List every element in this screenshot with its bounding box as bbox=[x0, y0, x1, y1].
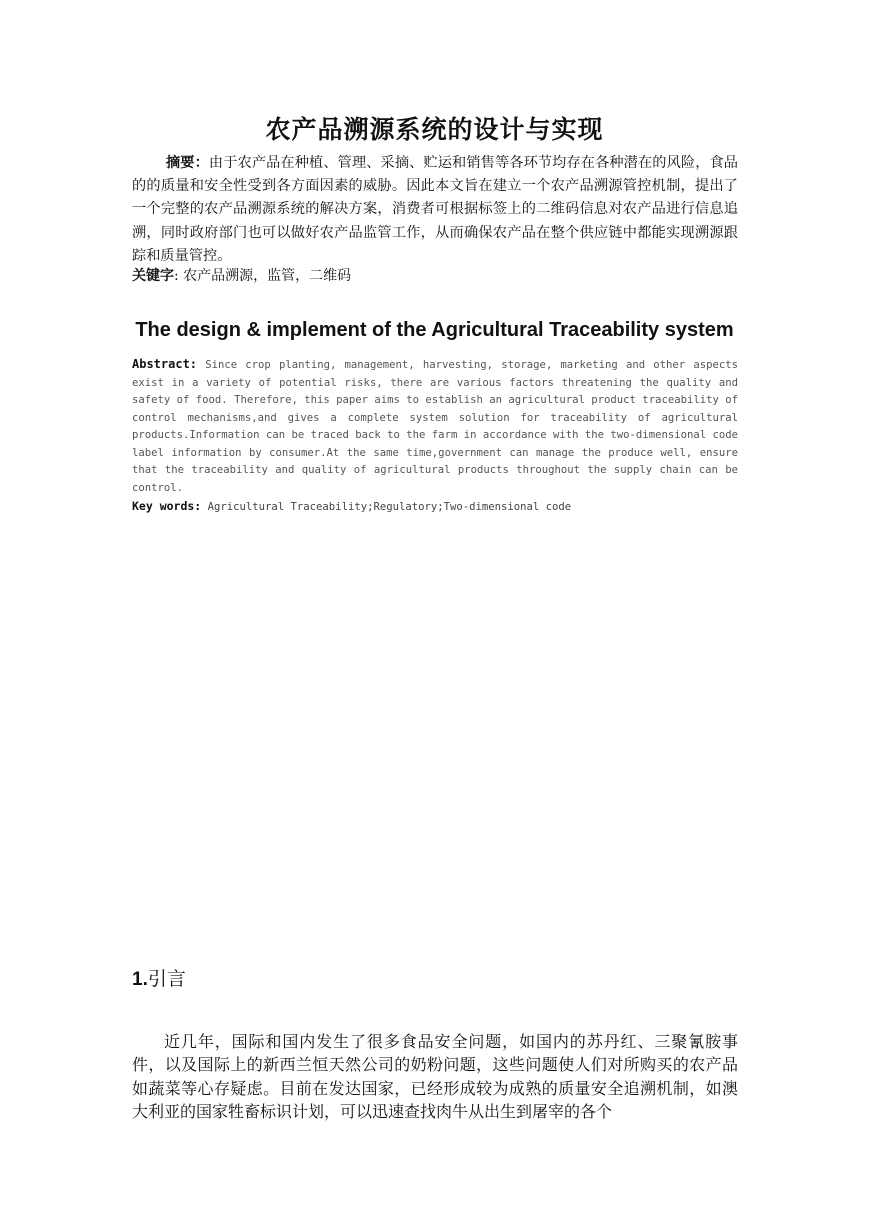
paper-title-en: The design & implement of the Agricultural Traceability system bbox=[135, 319, 734, 341]
abstract-cn-label: 摘要： bbox=[166, 155, 209, 171]
abstract-en-label: Abstract: bbox=[132, 357, 198, 371]
section-heading-introduction bbox=[132, 966, 186, 993]
keywords-en-text: Agricultural Traceability;Regulatory;Two-dimensional code bbox=[201, 501, 572, 513]
abstract-cn bbox=[132, 152, 738, 268]
section-number: 1. bbox=[132, 969, 148, 990]
keywords-en bbox=[132, 498, 738, 516]
keywords-cn bbox=[132, 266, 738, 286]
intro-paragraph: 近几年，国际和国内发生了很多食品安全问题，如国内的苏丹红、三聚氰胺事件，以及国际上的新西兰恒天然公司的奶粉问题，这些问题使人们对所购买的农产品如蔬菜等心存疑虑。目前在发达国家，已经形成较为成熟的质量安全追溯机制，如澳大利亚的国家牲畜标识计划，可以迅速查找肉牛从出生到屠宰的各个 bbox=[132, 1032, 738, 1122]
section-title: 引言 bbox=[147, 968, 186, 990]
keywords-cn-text: : 农产品溯源，监管，二维码 bbox=[174, 268, 352, 284]
abstract-cn-text: 由于农产品在种植、管理、采摘、贮运和销售等各环节均存在各种潜在的风险，食品的的质量和安全性受到各方面因素的威胁。因此本文旨在建立一个农产品溯源管控机制，提出了一个完整的农产品溯源系统的解决方案，消费者可根据标签上的二维码信息对农产品进行信息追溯，同时政府部门也可以做好农产品监管工作，从而确保农产品在整个供应链中都能实现溯源跟踪和质量管控。 bbox=[132, 155, 738, 264]
keywords-en-label: Key words: bbox=[132, 499, 202, 513]
abstract-en bbox=[132, 356, 738, 497]
paper-title-cn: 农产品溯源系统的设计与实现 bbox=[265, 115, 604, 144]
keywords-cn-label: 关键字 bbox=[132, 268, 174, 284]
abstract-en-text: Since crop planting, management, harvesting, storage, marketing and other aspects exist in a variety of potential risks, there are various factors threatening the quality and safety of food. Therefore, this paper aims to establish an agricultural product traceability of control mechanisms,and gives a complete system solution for traceability of agricultural products.Information can be traced back to the farm in accordance with the two-dimensional code label information by consumer.At the same time,government can manage the produce well, ensure that the traceability and quality of agricultural products throughout the supply chain can be control. bbox=[132, 359, 738, 494]
